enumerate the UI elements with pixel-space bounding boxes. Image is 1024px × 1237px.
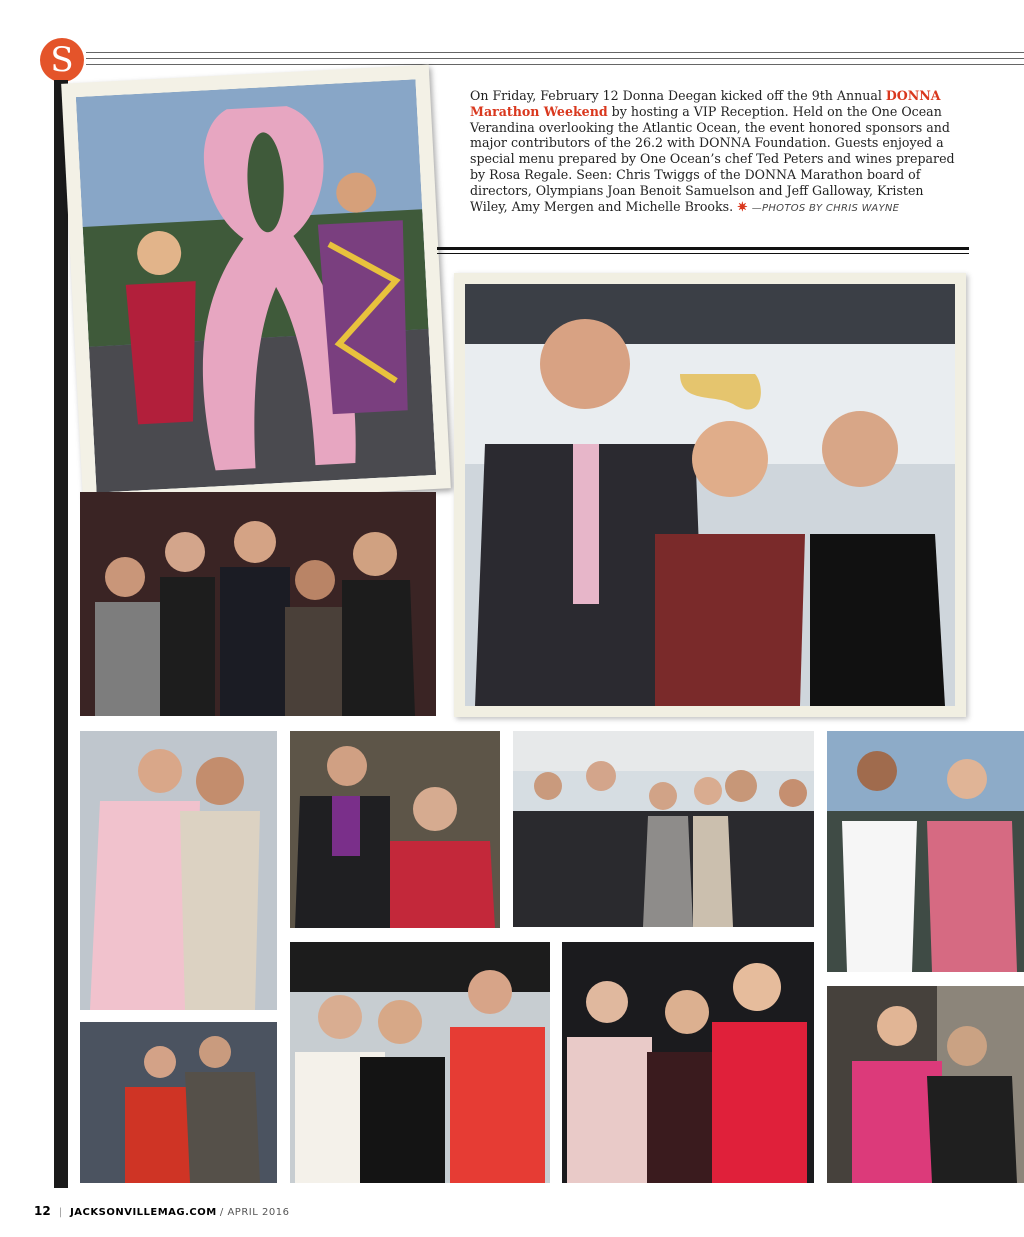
caption-intro: On Friday, February 12 Donna Deegan kicked off the 9th Annual [470,88,886,103]
caption-rule [437,247,969,250]
caption-rule-thin [437,253,969,254]
header-rule [86,64,1024,65]
caption-body: by hosting a VIP Reception. Held on the One Ocean Verandina overlooking the Atlantic Ocean, the event honored sponsors and major contributors of the 26.2 with DONNA Foundation. Guests enjoyed a special menu prepared by One Ocean’s chef Ted Peters and wines prepared by Rosa Regale. Seen: Chris Twiggs of the DONNA Marathon board of directors, Olympians Joan Benoit Samuelson and Jeff Galloway, Kristen Wiley, Amy Mergen and Michelle Brooks. [470,103,955,214]
left-accent-bar [54,80,68,1188]
issue-date: / APRIL 2016 [219,1207,290,1218]
three-women-photo [290,942,550,1183]
page-number: 12 [34,1204,51,1218]
pink-sweater-women-photo [827,986,1024,1183]
event-name: DONNA Marathon Weekend [470,88,941,119]
red-dress-couple-photo [80,1022,277,1183]
crowd-veranda-photo [513,731,814,927]
beach-two-women-photo [827,731,1024,972]
page-footer [34,1204,289,1218]
main-photo-frame [454,273,966,717]
ribbon-sculpture-photo [76,79,436,492]
feather-boa-group-photo [562,942,814,1183]
header-rule [86,52,1024,53]
header-rule [86,58,1024,59]
footer-separator: | [58,1207,63,1218]
event-caption [470,88,960,216]
ribbon-photo-frame [61,65,451,508]
site-name: JACKSONVILLEMAG.COM [70,1207,217,1218]
photo-credit: —PHOTOS BY CHRIS WAYNE [751,202,900,214]
section-badge: S [40,38,84,82]
group-five-photo [80,492,436,716]
purple-shirt-couple-photo [290,731,500,928]
pink-coat-couple-photo [80,731,277,1010]
group-trio-photo [465,284,955,706]
end-mark-icon: ✷ [737,198,748,214]
